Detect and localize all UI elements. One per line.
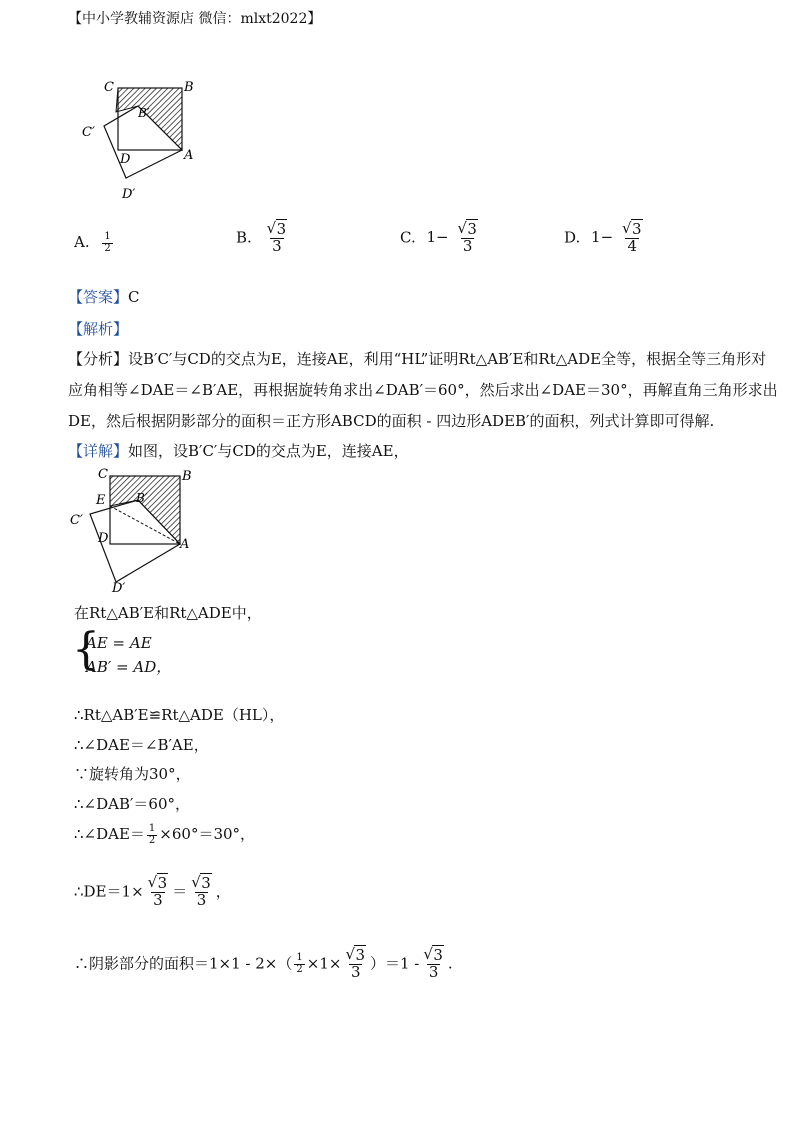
fenxi-line-3: DE，然后根据阴影部分的面积＝正方形ABCD的面积 - 四边形ADEB′的面积，列式计算即可得解. <box>68 412 715 430</box>
left-brace: { <box>72 624 100 675</box>
fig2-label-b: B <box>182 469 192 484</box>
figure-rotated-square-2 <box>68 464 203 599</box>
analysis-label: 【解析】 <box>68 320 129 338</box>
fenxi-line-2: 应角相等∠DAE＝∠B′AE，再根据旋转角求出∠DAB′＝60°，然后求出∠DAE＝30°，再解直角三角形求出 <box>68 381 778 399</box>
label-d-prime: D′ <box>122 187 136 202</box>
fig2-label-c: C <box>98 467 108 482</box>
answer-label: 【答案】 <box>68 288 129 306</box>
step-5: ∴∠DAB′＝60°， <box>74 795 190 813</box>
step-7: ∴DE＝1× √ 3 3 ＝ √ 3 3 ， <box>74 873 231 909</box>
label-b-prime: B′ <box>138 106 150 120</box>
step-4: ∵旋转角为30°， <box>74 765 191 783</box>
answer-line <box>68 290 140 305</box>
option-a: A. $\frac{1}{2}$ <box>74 231 111 254</box>
label-c-prime: C′ <box>82 125 95 140</box>
step-2: ∴Rt△AB′E≌Rt△ADE（HL）， <box>74 706 285 724</box>
label-c: C <box>104 80 114 95</box>
page-header: 【中小学教辅资源店 微信：mlxt2022】 <box>68 11 322 27</box>
figure-rotated-square-1 <box>76 72 206 207</box>
fig2-label-e: E <box>96 493 106 508</box>
fenxi-line-1: 【分析】设B′C′与CD的交点为E，连接AE，利用“HL”证明Rt△AB′E和Rt△ADE全等，根据全等三角形对 <box>68 350 767 368</box>
option-d: D. 1− √ 3 4 <box>564 219 642 255</box>
option-c: C. 1− √ 3 3 <box>400 219 477 255</box>
answer-value: C <box>128 288 140 306</box>
fig2-label-a: A <box>180 537 190 552</box>
step-3: ∴∠DAE＝∠B′AE， <box>74 736 209 754</box>
system-eq-2: AB′ = AD， <box>86 658 172 676</box>
xiangjie-line: 【详解】如图，设B′C′与CD的交点为E，连接AE， <box>68 442 409 460</box>
fig2-label-c-prime: C′ <box>70 513 83 528</box>
fig2-label-d: D <box>98 531 109 546</box>
label-d: D <box>120 152 131 167</box>
fig2-label-d-prime: D′ <box>112 581 126 596</box>
step-8: ∴阴影部分的面积＝1×1 - 2×（ $\frac{1}{2}$ ×1× √ 3 3 ）＝1 - √ 3 3 . <box>74 945 453 981</box>
system-eq-1: AE = AE <box>86 634 152 652</box>
fig2-label-b-prime: B′ <box>136 491 148 505</box>
step-6: ∴∠DAE＝ $\frac{1}{2}$ ×60°＝30°， <box>74 823 256 846</box>
step-1: 在Rt△AB′E和Rt△ADE中， <box>74 604 262 622</box>
label-a: A <box>184 148 194 163</box>
option-b: B. √ 3 3 <box>236 219 287 255</box>
label-b: B <box>184 80 194 95</box>
